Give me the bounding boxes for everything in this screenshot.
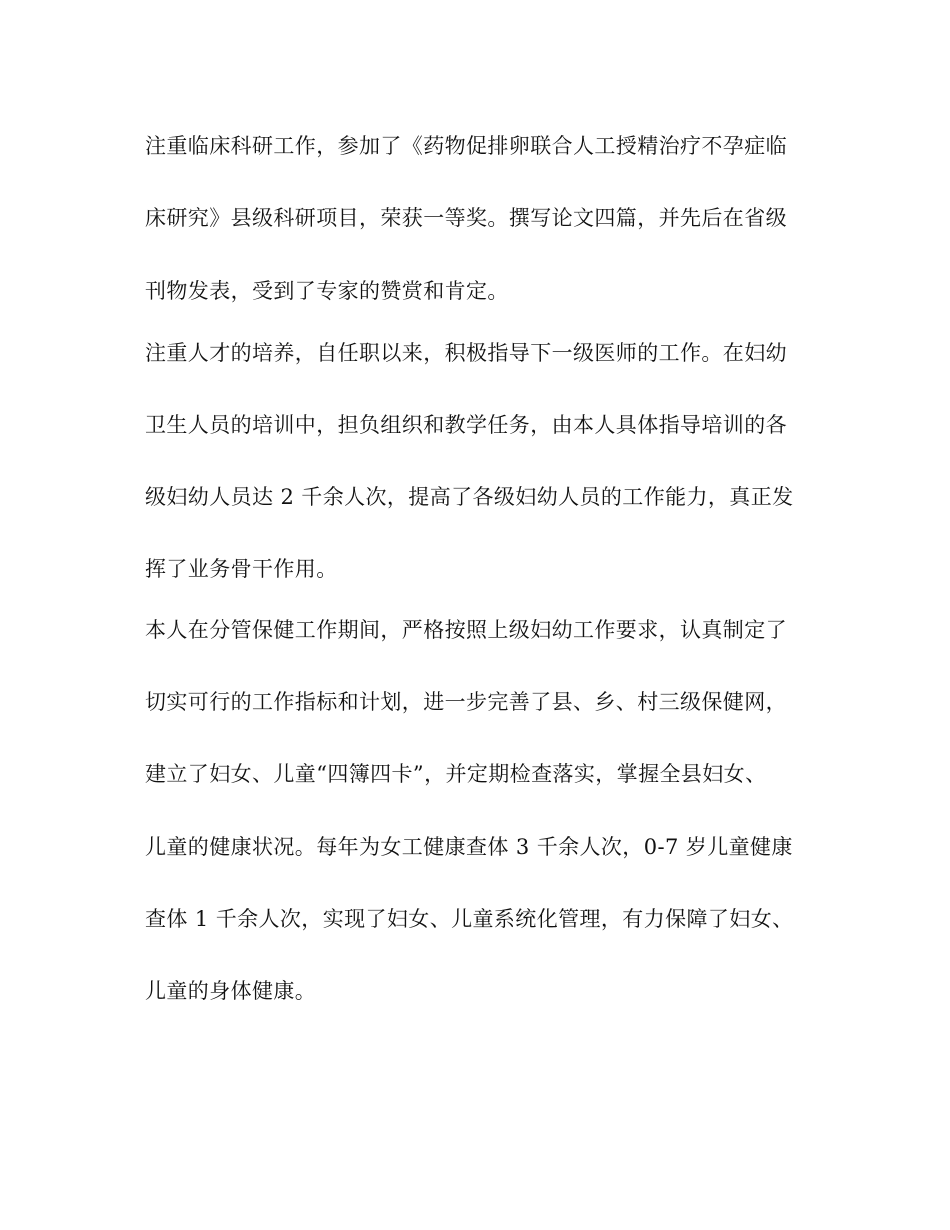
paragraph-3-line-5: 查体 1 千余人次，实现了妇女、儿童系统化管理，有力保障了妇女、 <box>145 907 794 931</box>
paragraph-3-line-3: 建立了妇女、儿童“四簿四卡”，并定期检查落实，掌握全县妇女、 <box>145 762 767 786</box>
paragraph-3-line-6: 儿童的身体健康。 <box>145 979 317 1003</box>
paragraph-2-line-3: 级妇幼人员达 2 千余人次，提高了各级妇幼人员的工作能力，真正发 <box>145 485 794 509</box>
paragraph-2-line-1: 注重人才的培养，自任职以来，积极指导下一级医师的工作。在妇幼 <box>145 341 787 365</box>
paragraph-3-line-2: 切实可行的工作指标和计划，进一步完善了县、乡、村三级保健网， <box>145 690 787 714</box>
paragraph-3-line-4: 儿童的健康状况。每年为女工健康查体 3 千余人次，0-7 岁儿童健康 <box>145 835 793 859</box>
paragraph-1-line-1: 注重临床科研工作，参加了《药物促排卵联合人工授精治疗不孕症临 <box>145 134 787 158</box>
paragraph-3-line-1: 本人在分管保健工作期间，严格按照上级妇幼工作要求，认真制定了 <box>145 618 787 642</box>
paragraph-1-line-3: 刊物发表，受到了专家的赞赏和肯定。 <box>145 279 509 303</box>
paragraph-2-line-2: 卫生人员的培训中，担负组织和教学任务，由本人具体指导培训的各 <box>145 413 787 437</box>
paragraph-2-line-4: 挥了业务骨干作用。 <box>145 557 338 581</box>
paragraph-1-line-2: 床研究》县级科研项目，荣获一等奖。撰写论文四篇，并先后在省级 <box>145 206 787 230</box>
